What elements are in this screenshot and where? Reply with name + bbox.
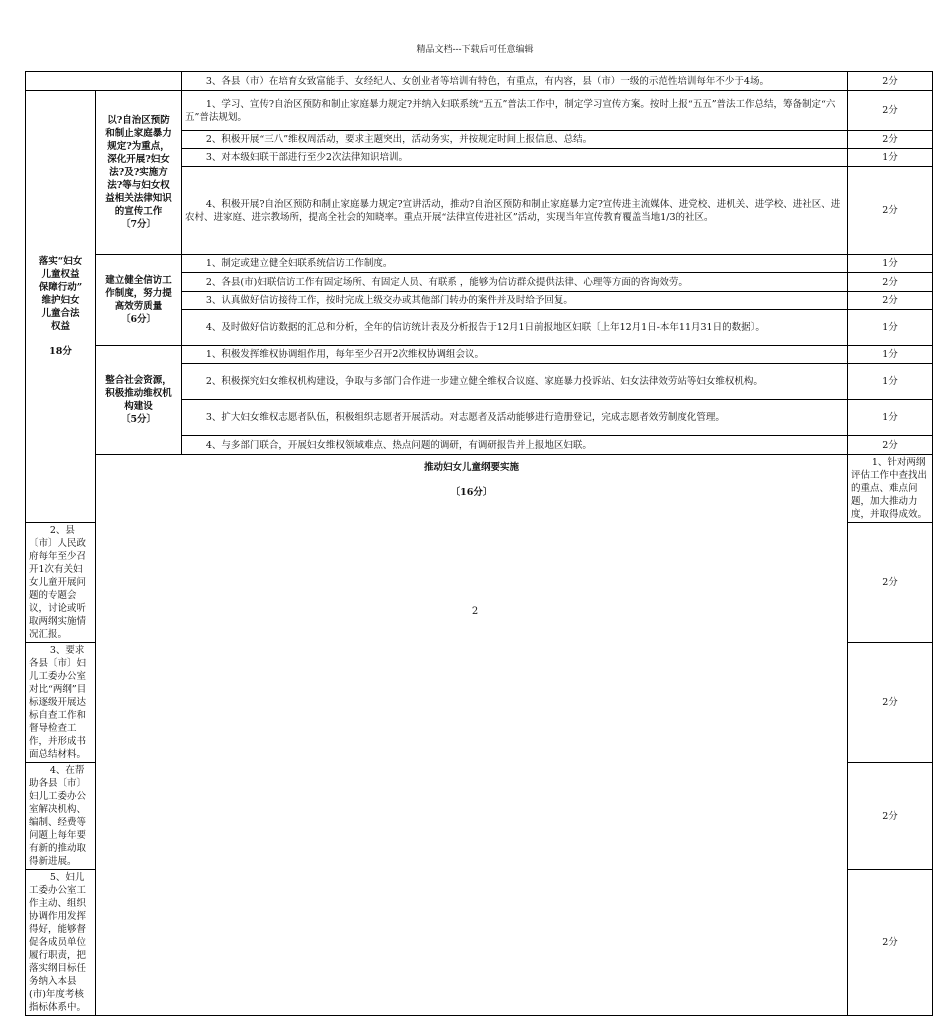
table-row <box>26 91 933 131</box>
subcategory-petition-work <box>96 255 182 346</box>
category-outline-implementation <box>96 455 848 1016</box>
subcategory-line: 的宣传工作 <box>114 206 163 217</box>
score-cell: 1分 <box>848 149 933 167</box>
category-line: 儿童合法 <box>41 308 80 319</box>
subcategory-points: 〔6分〕 <box>120 314 157 325</box>
category-title: 推动妇女儿童纲要实施 <box>423 462 519 473</box>
subcategory-line: 构建设 <box>124 401 153 412</box>
criterion-text: 2、各县(市)妇联信访工作有固定场所、有固定人员、有联系 ，能够为信访群众提供法律、心理等方面的咨询效劳。 <box>182 273 848 292</box>
subcategory-points: 〔7分〕 <box>120 219 157 230</box>
page-header: 精品文档---下载后可任意编辑 <box>416 45 534 55</box>
criterion-text: 4、与多部门联合，开展妇女维权领域难点、热点问题的调研，有调研报告并上报地区妇联。 <box>182 436 848 455</box>
subcategory-points: 〔5分〕 <box>120 414 157 425</box>
subcategory-line: 规定?为重点， <box>107 141 170 152</box>
category-rights-protection <box>26 91 96 523</box>
score-cell: 2分 <box>848 292 933 310</box>
table-row <box>26 72 933 91</box>
category-line: 权益 <box>50 321 70 332</box>
subcategory-line: 法?及?实施方 <box>109 167 168 178</box>
criterion-text: 2、县〔市〕人民政府每年至少召开1次有关妇女儿童开展问题的专题会议，讨论或听取两纲实施情况汇报。 <box>26 523 96 643</box>
score-cell: 1分 <box>848 400 933 436</box>
category-line: 儿童权益 <box>41 269 80 280</box>
table-row <box>26 255 933 273</box>
score-cell: 2分 <box>848 523 933 643</box>
criterion-text: 4、及时做好信访数据的汇总和分析，全年的信访统计表及分析报告于12月1日前报地区妇联〔上年12月1日-本年11月31日的数据〕。 <box>182 310 848 346</box>
criterion-text: 1、学习、宣传?自治区预防和制止家庭暴力规定?并纳入妇联系统“五五”普法工作中，制定学习宣传方案。按时上报“五五”普法工作总结，筹备制定“六五”普法规划。 <box>182 91 848 131</box>
criterion-text: 2、积极开展“三八”维权周活动，要求主题突出，活动务实，并按规定时间上报信息、总结。 <box>182 131 848 149</box>
score-cell: 2分 <box>848 167 933 255</box>
score-cell: 2分 <box>848 436 933 455</box>
score-cell: 2分 <box>848 131 933 149</box>
score-cell: 2分 <box>848 643 933 763</box>
score-cell: 2分 <box>848 870 933 1016</box>
subcategory-line: 积极推动维权机 <box>105 388 172 399</box>
score-cell: 1分 <box>848 364 933 400</box>
table-row <box>26 455 933 523</box>
category-line: 维护妇女 <box>41 295 80 306</box>
criterion-text: 3、要求各县〔市〕妇儿工委办公室对比“两纲”目标逐级开展达标自查工作和督导检查工作，并形成书面总结材料。 <box>26 643 96 763</box>
category-points: 〔16分〕 <box>450 487 493 498</box>
criterion-text: 1、制定或建立健全妇联系统信访工作制度。 <box>182 255 848 273</box>
category-line: 保障行动” <box>38 282 83 293</box>
criterion-text: 4、在帮助各县〔市〕妇儿工委办公室解决机构、编制、经费等问题上每年要有新的推动取得新进展。 <box>26 763 96 870</box>
subcategory-line: 整合社会资源， <box>105 375 172 386</box>
score-cell: 2分 <box>848 72 933 91</box>
score-cell: 1分 <box>848 346 933 364</box>
subcategory-law-propaganda <box>96 91 182 255</box>
page-number: 2 <box>471 606 479 617</box>
score-cell: 2分 <box>848 91 933 131</box>
criterion-text: 4、积极开展?自治区预防和制止家庭暴力规定?宣讲活动，推动?自治区预防和制止家庭暴力定?宣传进主流媒体、进党校、进机关、进学校、进社区、进农村、进家庭、进宗教场所，提高全社会的知晓率。重点开展“法律宣传进社区”活动，实现当年宣传教育覆盖当地1/3的社区。 <box>182 167 848 255</box>
table-row <box>26 346 933 364</box>
criterion-text: 3、各县（市）在培育女致富能手、女经纪人、女创业者等培训有特色，有重点，有内容，县（市）一级的示范性培训每年不少于4场。 <box>182 72 848 91</box>
score-cell: 1分 <box>848 310 933 346</box>
subcategory-rights-institutions <box>96 346 182 455</box>
category-line: 落实“妇女 <box>38 256 83 267</box>
criterion-text: 1、积极发挥维权协调组作用，每年至少召开2次维权协调组会议。 <box>182 346 848 364</box>
subcategory-line: 建立健全信访工 <box>105 275 172 286</box>
score-cell: 1分 <box>848 255 933 273</box>
criterion-text: 1、针对两纲评估工作中查找出的重点、难点问题，加大推动力度，并取得成效。 <box>848 455 933 523</box>
subcategory-line: 以?自治区预防 <box>107 115 170 126</box>
subcategory-line: 高效劳质量 <box>114 301 163 312</box>
subcategory-line: 和制止家庭暴力 <box>105 128 172 139</box>
score-cell: 2分 <box>848 763 933 870</box>
criterion-text: 2、积极探究妇女维权机构建设，争取与多部门合作进一步建立健全维权合议庭、家庭暴力投诉站、妇女法律效劳站等妇女维权机构。 <box>182 364 848 400</box>
subcategory-line: 法?等与妇女权 <box>107 180 170 191</box>
continuation-cell <box>26 72 182 91</box>
subcategory-line: 作制度，努力提 <box>105 288 172 299</box>
criterion-text: 3、扩大妇女维权志愿者队伍，积极组织志愿者开展活动。对志愿者及活动能够进行造册登记，完成志愿者效劳制度化管理。 <box>182 400 848 436</box>
subcategory-line: 深化开展?妇女 <box>107 154 170 165</box>
evaluation-table <box>25 71 933 1016</box>
criterion-text: 3、认真做好信访接待工作，按时完成上级交办或其他部门转办的案件并及时给予回复。 <box>182 292 848 310</box>
subcategory-line: 益相关法律知识 <box>105 193 172 204</box>
category-points: 18分 <box>49 346 72 357</box>
score-cell: 2分 <box>848 273 933 292</box>
criterion-text: 5、妇儿工委办公室工作主动、组织协调作用发挥得好，能够督促各成员单位履行职责，把落实纲目标任务纳入本县(市)年度考核指标体系中。 <box>26 870 96 1016</box>
criterion-text: 3、对本级妇联干部进行至少2次法律知识培训。 <box>182 149 848 167</box>
